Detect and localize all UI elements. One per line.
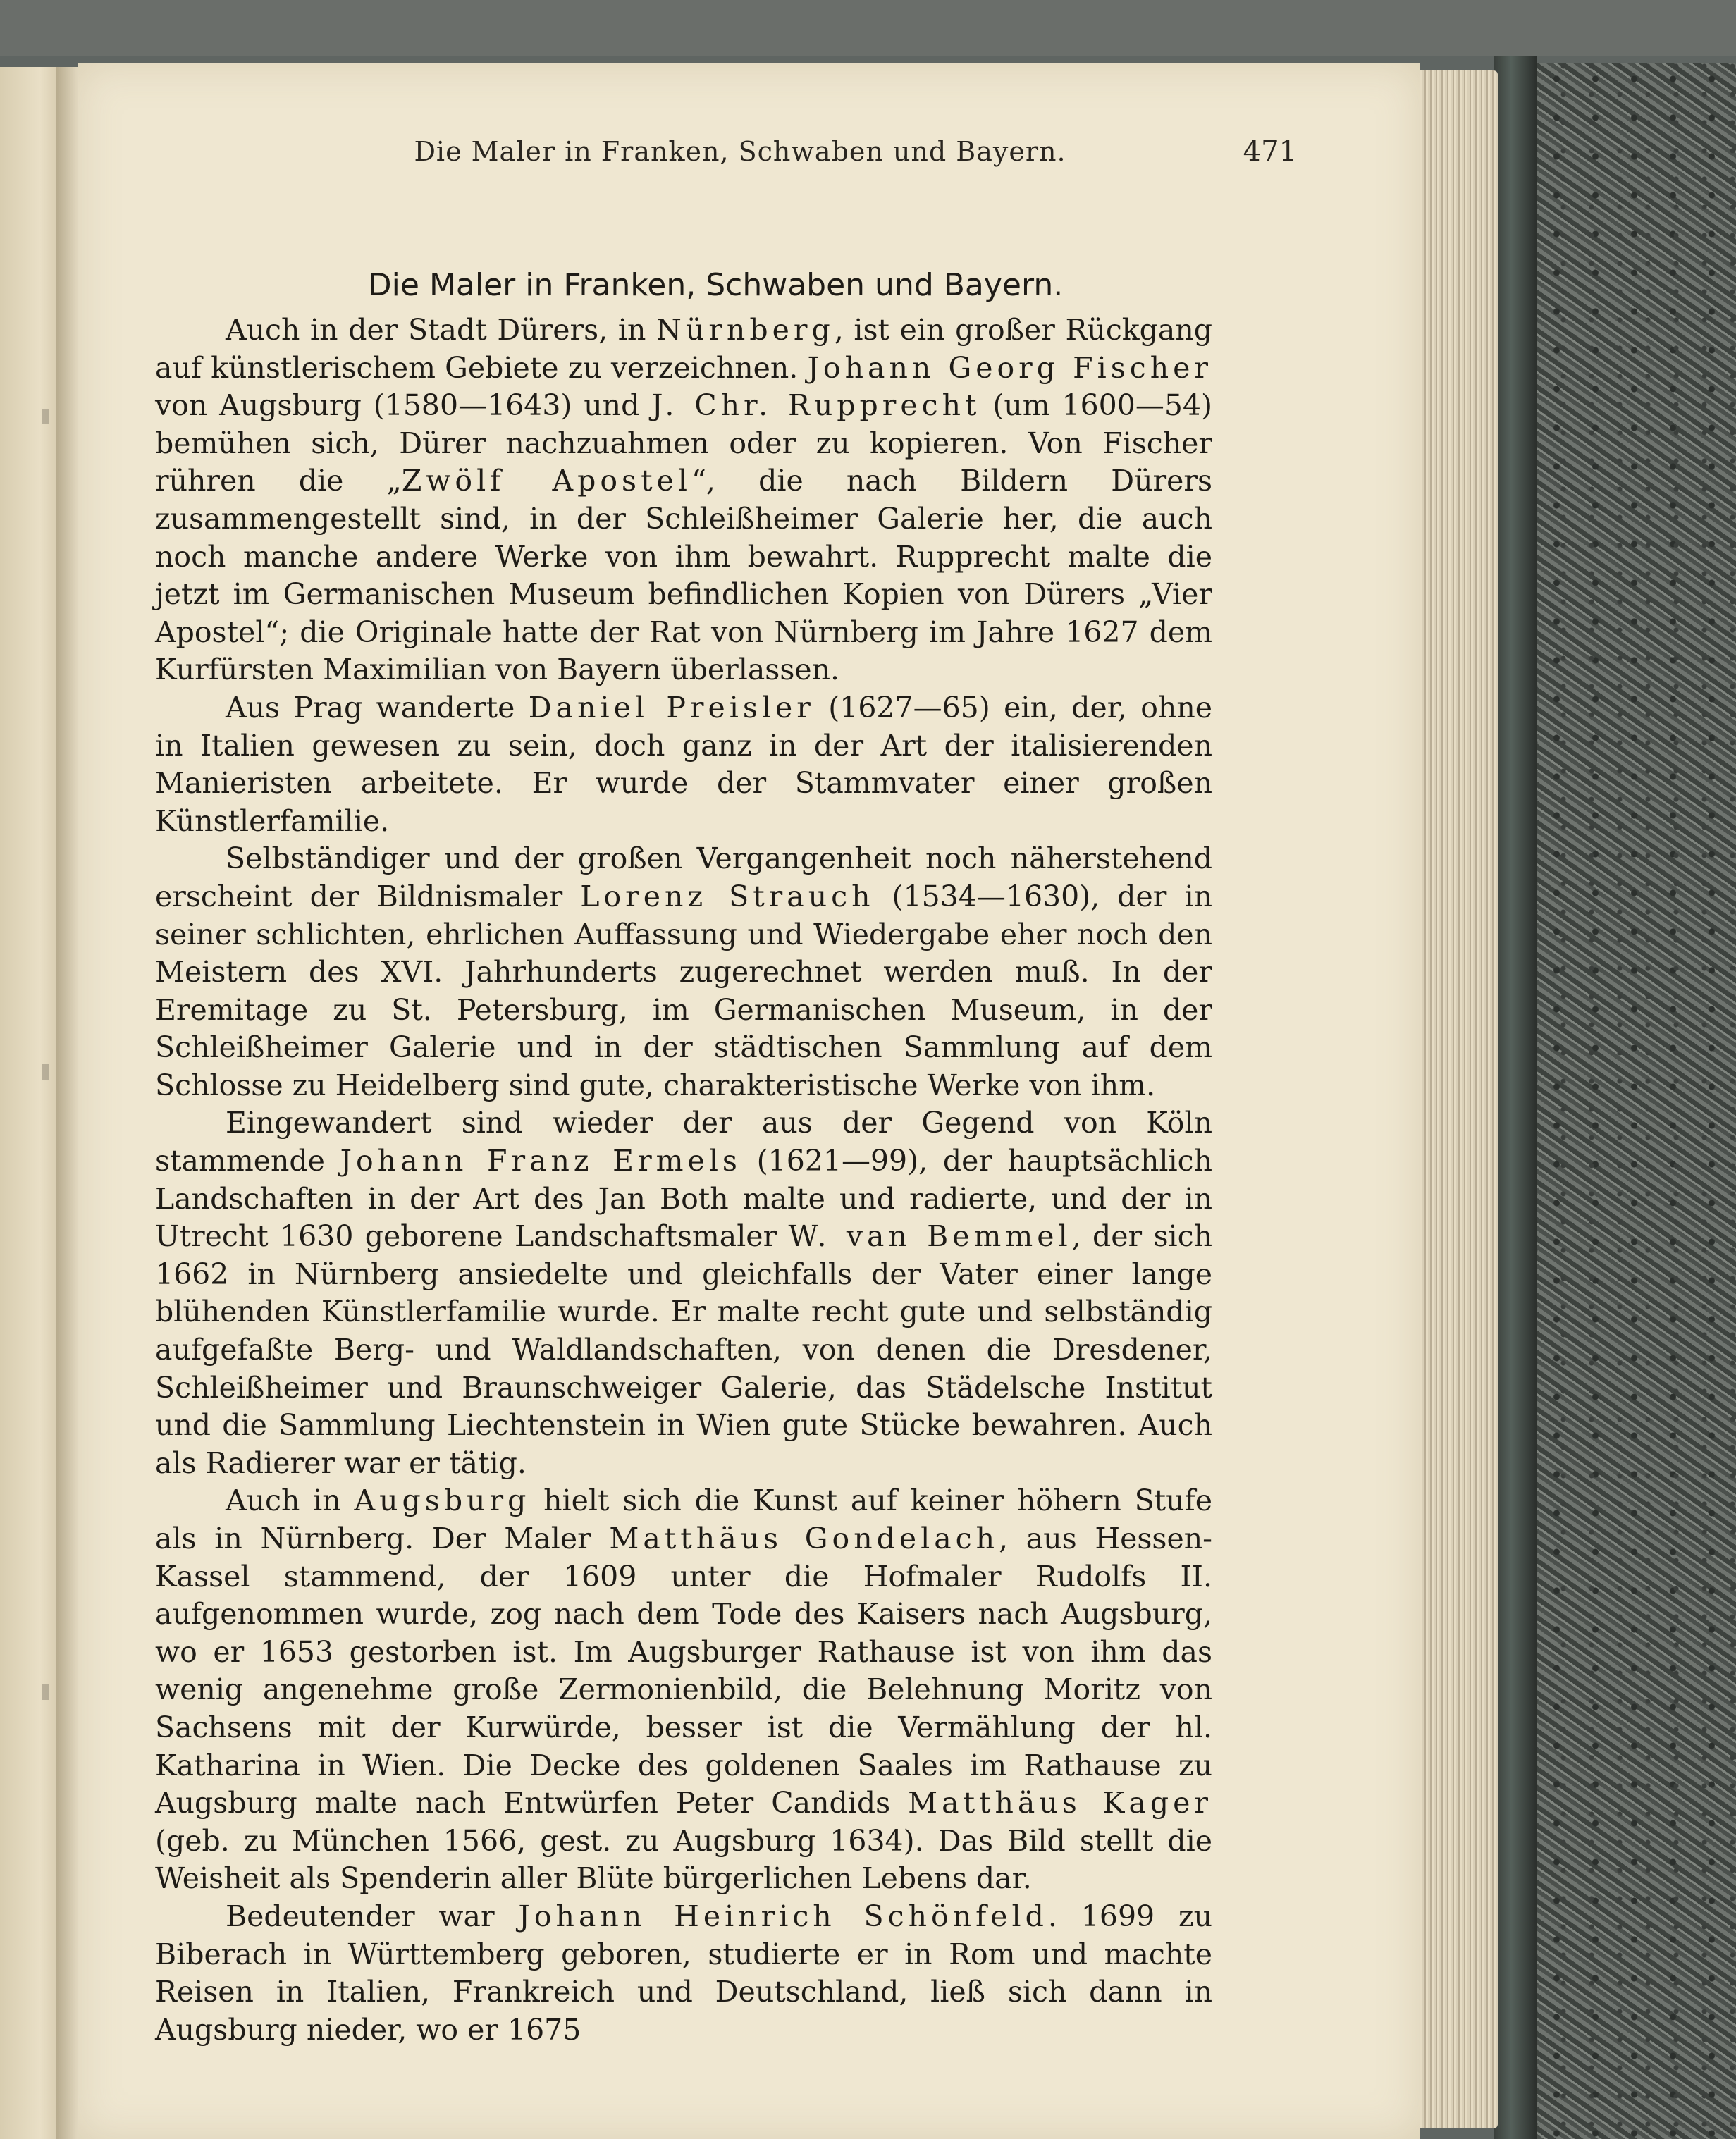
text-run: (1627—65) ein, der, ohne in Italien gewesen zu sein, doch ganz in der Art der italisierenden Manieristen arbeitete. Er wurde der Stammvater einer großen Künstlerfamilie. (155, 690, 1212, 838)
paragraph (155, 689, 1212, 840)
spaced-name: Lorenz Strauch (580, 879, 875, 913)
text-run: (um 1600—54) bemühen sich, Dürer nachzuahmen oder zu kopieren. Von Fischer rühren die „ (155, 388, 1212, 498)
marbled-cover-board (1529, 63, 1736, 2139)
text-run: Aus Prag wanderte (226, 690, 529, 725)
margin-mark (42, 1064, 49, 1080)
spaced-name: Matthäus Gondelach (609, 1522, 999, 1555)
running-head-title: Die Maler in Franken, Schwaben und Bayern. (414, 136, 1066, 167)
text-run: , der sich 1662 in Nürnberg ansiedelte und gleichfalls der Vater einer lange blühenden Künstlerfamilie wurde. Er malte recht gute und selbständig aufgefaßte Berg- und Waldlandschaften, von denen die Dresdener, Schleißheimer und Braunschweiger Galerie, das Städelsche Institut und die Sammlung Liechtenstein in Wien gute Stücke bewahren. Auch als Radierer war er tätig. (155, 1219, 1212, 1480)
text-run: Auch in (226, 1484, 355, 1518)
paragraph (155, 312, 1212, 689)
text-run: von Augsburg (1580—1643) und (155, 388, 652, 423)
text-run: , ist ein großer Rückgang auf künstlerischem Gebiete zu verzeichnen. (155, 313, 1212, 385)
paragraph (155, 1104, 1212, 1482)
spaced-name: Matthäus Kager (908, 1786, 1212, 1820)
spaced-name: W. van Bemmel (788, 1219, 1072, 1254)
paragraph (155, 1898, 1212, 2049)
text-run: hielt sich die Kunst auf keiner höhern Stufe als in Nürnberg. Der Maler (155, 1484, 1212, 1555)
section-title: Die Maler in Franken, Schwaben und Bayern. (367, 267, 1064, 303)
paragraph (155, 1482, 1212, 1898)
text-run: Selbständiger und der großen Vergangenheit noch näherstehend erscheint der Bildnismaler (155, 842, 1212, 913)
spaced-name: Johann Franz Ermels (340, 1144, 741, 1178)
text-run: . 1699 zu Biberach in Württemberg geboren, studierte er in Rom und machte Reisen in Italien, Frankreich und Deutschland, ließ sich dann in Augsburg nieder, wo er 1675 (155, 1899, 1212, 2047)
text-run: , aus Hessen-Kassel stammend, der 1609 unter die Hofmaler Rudolfs II. aufgenommen wurde, zog nach dem Tode des Kaisers nach Augsburg, wo er 1653 gestorben ist. Im Augsburger Rathause ist von ihm das wenig angenehme große Zermonienbild, die Belehnung Moritz von Sachsens mit der Kurwürde, besser ist die Vermählung der hl. Katharina in Wien. Die Decke des goldenen Saales im Rathause zu Augsburg malte nach Entwürfen Peter Candids (155, 1522, 1212, 1820)
text-run: (1534—1630), der in seiner schlichten, ehrlichen Auffassung und Wiedergabe eher noch den Meistern des XVI. Jahrhunderts zugerechnet werden muß. In der Eremitage zu St. Petersburg, im Germanischen Museum, in der Schleißheimer Galerie und in der städtischen Sammlung auf dem Schlosse zu Heidelberg sind gute, charakteristische Werke von ihm. (155, 879, 1212, 1102)
spaced-name: Johann Heinrich Schönfeld (518, 1899, 1048, 1933)
spaced-name: Augsburg (354, 1484, 531, 1518)
spaced-name: Zwölf Apostel (401, 464, 691, 498)
text-run: Bedeutender war (226, 1899, 519, 1933)
page-block-edge (1417, 70, 1498, 2128)
cover-edge (1494, 56, 1537, 2139)
margin-mark (42, 409, 49, 424)
paragraph (155, 840, 1212, 1104)
text-run: Eingewandert sind wieder der aus der Gegend von Köln stammende (155, 1106, 1212, 1178)
text-run: (geb. zu München 1566, gest. zu Augsburg 1634). Das Bild stellt die Weisheit als Spenderin aller Blüte bürgerlichen Lebens dar. (155, 1823, 1212, 1896)
body-text (155, 312, 1212, 2049)
spaced-name: Nürnberg (656, 313, 835, 347)
page-number: 471 (1243, 135, 1297, 168)
margin-mark (42, 1684, 49, 1700)
spaced-name: Daniel Preisler (528, 690, 815, 725)
text-run: (1621—99), der hauptsächlich Landschaften in der Art des Jan Both malte und radierte, und der in Utrecht 1630 geborene Landschaftsmaler (155, 1144, 1213, 1254)
running-head (352, 127, 1297, 176)
text-run: Auch in der Stadt Dürers, in (226, 313, 657, 347)
text-run: “, die nach Bildern Dürers zusammengestellt sind, in der Schleißheimer Galerie her, die auch noch manche andere Werke von ihm bewahrt. Rupprecht malte die jetzt im Germanischen Museum befindlichen Kopien von Dürers „Vier Apostel“; die Originale hatte der Rat von Nürnberg im Jahre 1627 dem Kurfürsten Maximilian von Bayern überlassen. (155, 464, 1212, 687)
spaced-name: Johann Georg Fischer (807, 350, 1212, 385)
spaced-name: J. Chr. Rupprecht (651, 388, 981, 423)
